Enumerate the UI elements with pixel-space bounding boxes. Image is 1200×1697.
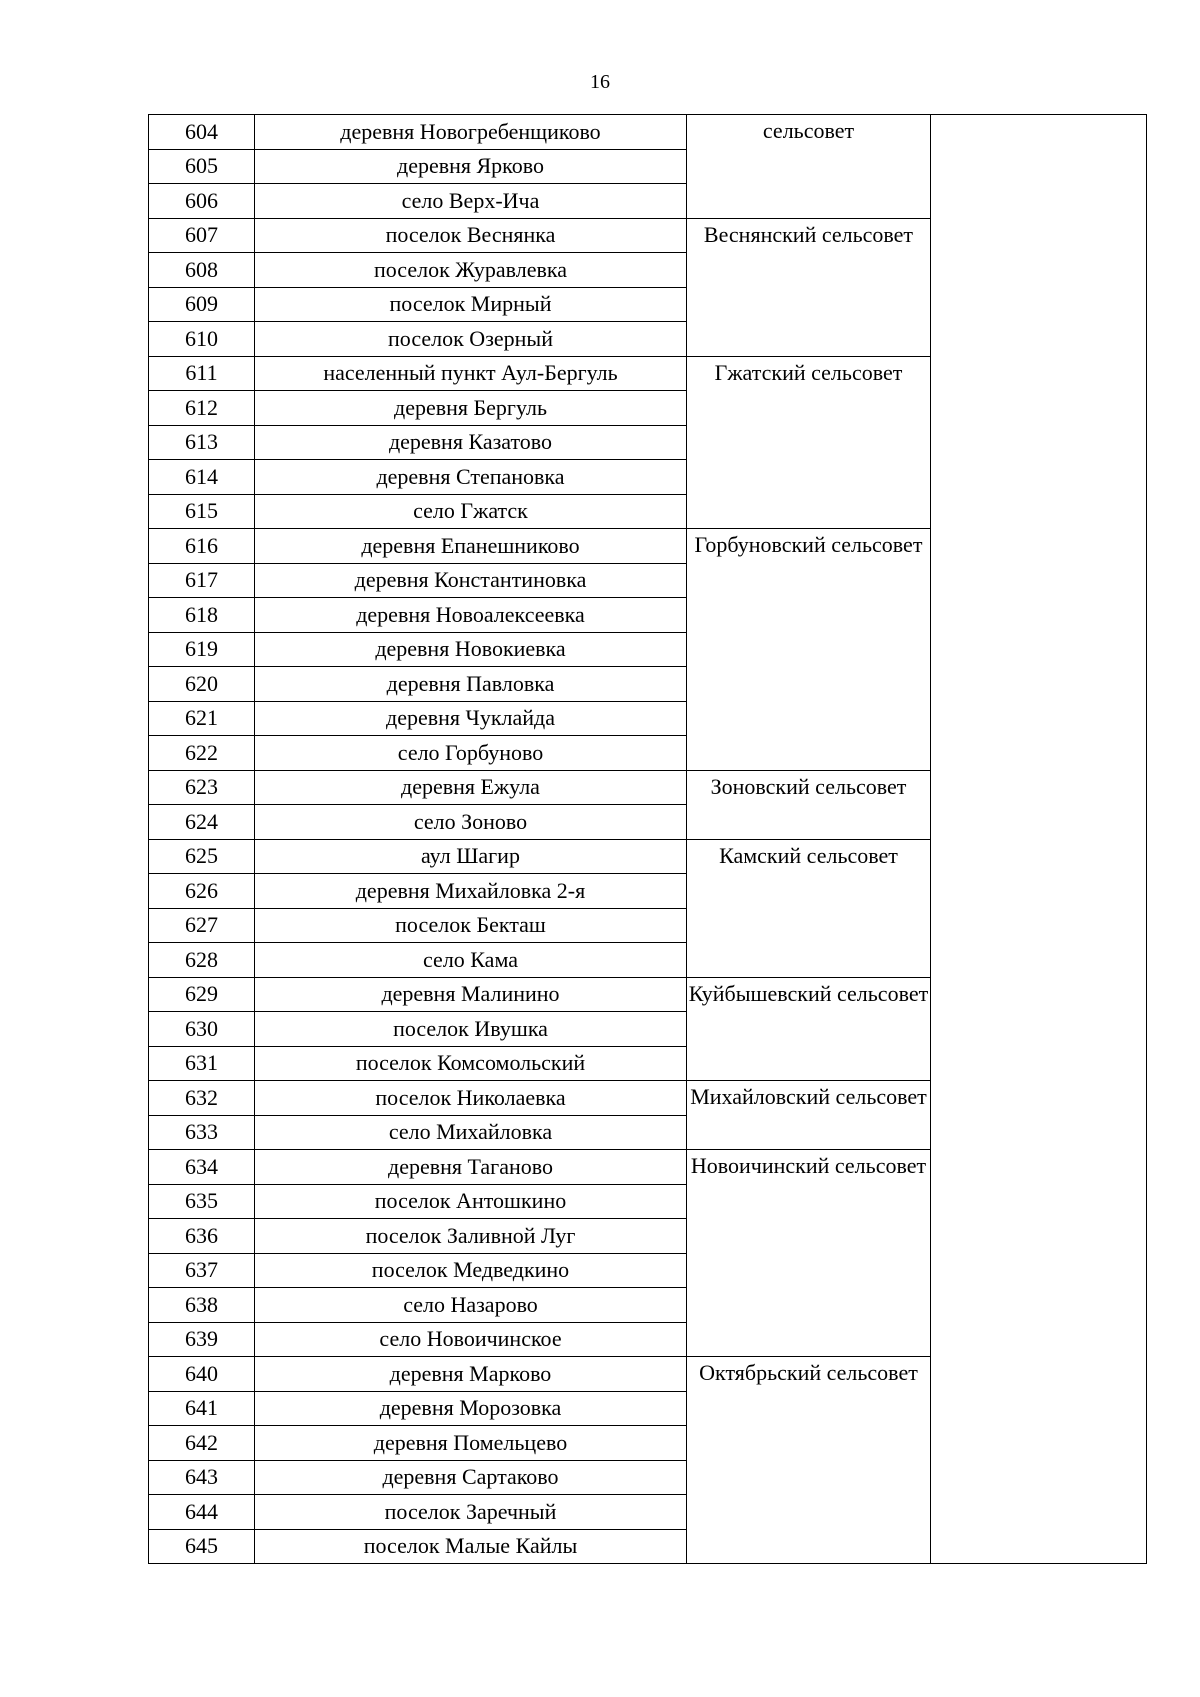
settlement-name: деревня Казатово (255, 425, 687, 460)
council-name: Новоичинский сельсовет (687, 1150, 931, 1357)
settlement-name: поселок Заречный (255, 1495, 687, 1530)
row-number: 631 (149, 1046, 255, 1081)
council-name: Михайловский сельсовет (687, 1081, 931, 1150)
row-number: 617 (149, 563, 255, 598)
row-number: 605 (149, 149, 255, 184)
settlement-name: село Горбуново (255, 736, 687, 771)
row-number: 642 (149, 1426, 255, 1461)
settlement-name: деревня Марково (255, 1357, 687, 1392)
council-name: Гжатский сельсовет (687, 356, 931, 529)
row-number: 606 (149, 184, 255, 219)
settlement-name: деревня Епанешниково (255, 529, 687, 564)
council-name: Веснянский сельсовет (687, 218, 931, 356)
settlement-name: село Зоново (255, 805, 687, 840)
row-number: 635 (149, 1184, 255, 1219)
row-number: 633 (149, 1115, 255, 1150)
row-number: 614 (149, 460, 255, 495)
empty-column (931, 115, 1147, 1564)
council-name: Куйбышевский сельсовет (687, 977, 931, 1081)
settlement-name: деревня Сартаково (255, 1460, 687, 1495)
row-number: 627 (149, 908, 255, 943)
settlement-name: поселок Журавлевка (255, 253, 687, 288)
row-number: 639 (149, 1322, 255, 1357)
row-number: 609 (149, 287, 255, 322)
row-number: 619 (149, 632, 255, 667)
row-number: 645 (149, 1529, 255, 1564)
row-number: 643 (149, 1460, 255, 1495)
table-row (149, 115, 1147, 150)
council-name: Горбуновский сельсовет (687, 529, 931, 771)
row-number: 604 (149, 115, 255, 150)
row-number: 641 (149, 1391, 255, 1426)
settlement-name: село Кама (255, 943, 687, 978)
row-number: 607 (149, 218, 255, 253)
row-number: 611 (149, 356, 255, 391)
settlement-name: поселок Медведкино (255, 1253, 687, 1288)
settlement-name: деревня Бергуль (255, 391, 687, 426)
row-number: 629 (149, 977, 255, 1012)
settlement-name: деревня Таганово (255, 1150, 687, 1185)
settlement-name: деревня Степановка (255, 460, 687, 495)
row-number: 616 (149, 529, 255, 564)
row-number: 634 (149, 1150, 255, 1185)
row-number: 622 (149, 736, 255, 771)
council-name: Октябрьский сельсовет (687, 1357, 931, 1564)
settlement-name: поселок Антошкино (255, 1184, 687, 1219)
settlement-name: деревня Малинино (255, 977, 687, 1012)
settlement-name: деревня Новогребенщиково (255, 115, 687, 150)
row-number: 630 (149, 1012, 255, 1047)
settlement-name: деревня Ежула (255, 770, 687, 805)
row-number: 615 (149, 494, 255, 529)
settlements-table (148, 114, 1147, 1564)
row-number: 613 (149, 425, 255, 460)
settlement-name: аул Шагир (255, 839, 687, 874)
row-number: 640 (149, 1357, 255, 1392)
settlement-name: село Михайловка (255, 1115, 687, 1150)
row-number: 623 (149, 770, 255, 805)
council-name: сельсовет (687, 115, 931, 219)
settlement-name: поселок Мирный (255, 287, 687, 322)
settlement-name: поселок Заливной Луг (255, 1219, 687, 1254)
row-number: 636 (149, 1219, 255, 1254)
row-number: 610 (149, 322, 255, 357)
settlement-name: деревня Новоалексеевка (255, 598, 687, 633)
settlement-name: поселок Бекташ (255, 908, 687, 943)
settlement-name: село Верх-Ича (255, 184, 687, 219)
settlements-table-body (149, 115, 1147, 1564)
settlement-name: деревня Михайловка 2-я (255, 874, 687, 909)
settlement-name: деревня Новокиевка (255, 632, 687, 667)
row-number: 608 (149, 253, 255, 288)
row-number: 612 (149, 391, 255, 426)
settlement-name: деревня Ярково (255, 149, 687, 184)
settlement-name: поселок Малые Кайлы (255, 1529, 687, 1564)
settlement-name: деревня Морозовка (255, 1391, 687, 1426)
settlement-name: деревня Павловка (255, 667, 687, 702)
row-number: 644 (149, 1495, 255, 1530)
row-number: 638 (149, 1288, 255, 1323)
settlement-name: поселок Николаевка (255, 1081, 687, 1116)
row-number: 618 (149, 598, 255, 633)
settlement-name: село Назарово (255, 1288, 687, 1323)
council-name: Зоновский сельсовет (687, 770, 931, 839)
settlement-name: поселок Веснянка (255, 218, 687, 253)
settlement-name: деревня Константиновка (255, 563, 687, 598)
settlement-name: населенный пункт Аул-Бергуль (255, 356, 687, 391)
council-name: Камский сельсовет (687, 839, 931, 977)
row-number: 625 (149, 839, 255, 874)
settlement-name: поселок Комсомольский (255, 1046, 687, 1081)
page-number: 16 (590, 71, 610, 93)
settlement-name: село Гжатск (255, 494, 687, 529)
row-number: 626 (149, 874, 255, 909)
row-number: 624 (149, 805, 255, 840)
settlement-name: поселок Ивушка (255, 1012, 687, 1047)
settlement-name: деревня Чуклайда (255, 701, 687, 736)
settlement-name: поселок Озерный (255, 322, 687, 357)
row-number: 621 (149, 701, 255, 736)
settlement-name: село Новоичинское (255, 1322, 687, 1357)
row-number: 637 (149, 1253, 255, 1288)
settlement-name: деревня Помельцево (255, 1426, 687, 1461)
row-number: 628 (149, 943, 255, 978)
row-number: 620 (149, 667, 255, 702)
row-number: 632 (149, 1081, 255, 1116)
